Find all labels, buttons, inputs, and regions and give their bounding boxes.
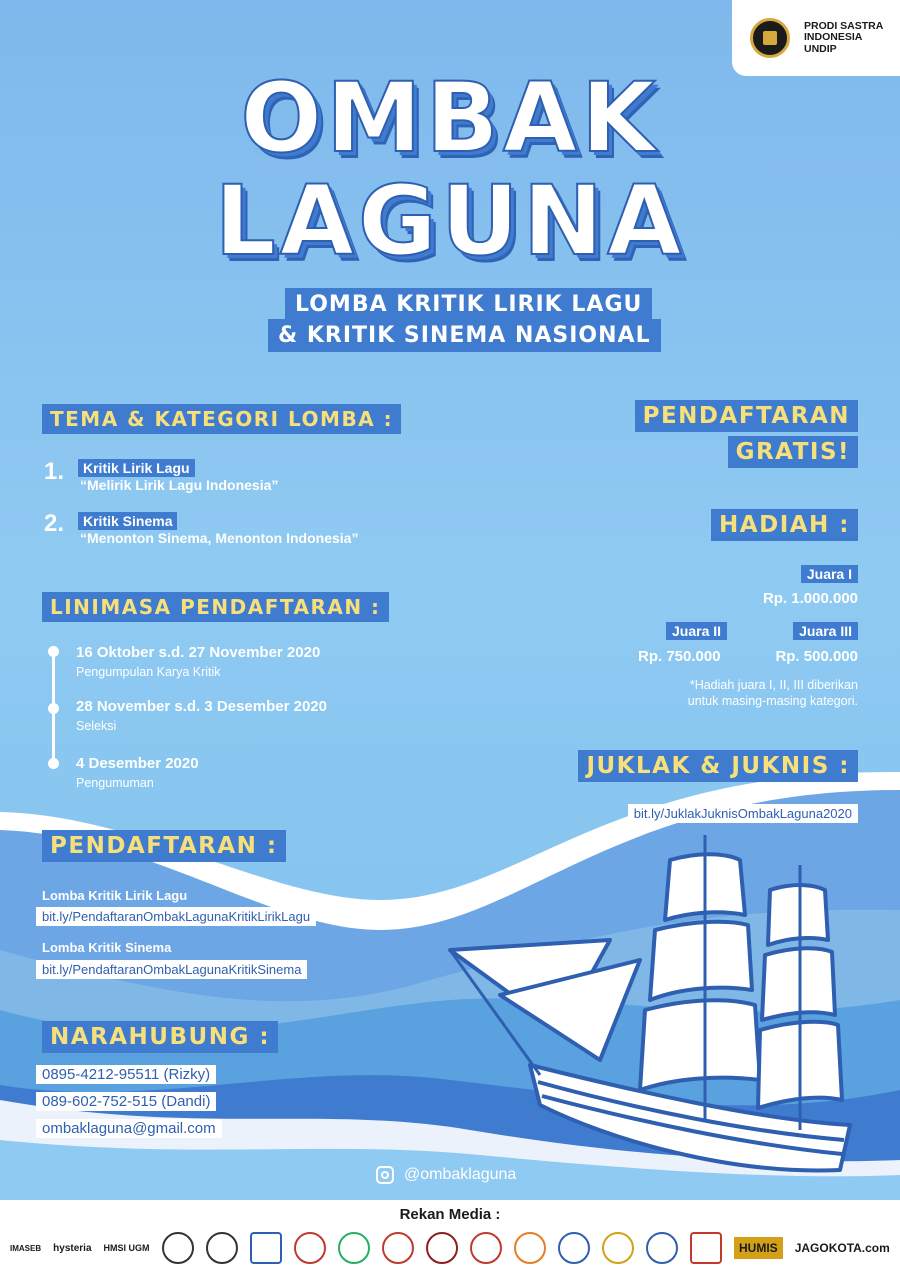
sailing-ship-illustration — [430, 820, 870, 1180]
free-registration-line-1: PENDAFTARAN — [635, 400, 858, 432]
timeline-date: 16 Oktober s.d. 27 November 2020 — [76, 644, 321, 661]
prize-third-amount: Rp. 500.000 — [775, 648, 858, 665]
timeline-header: LINIMASA PENDAFTARAN : — [42, 592, 389, 622]
category-theme: “Melirik Lirik Lagu Indonesia” — [80, 477, 279, 493]
registration-label: Lomba Kritik Sinema — [42, 940, 172, 955]
title-line-1: OMBAK — [240, 62, 660, 174]
partner-logo-jagokota: JAGOKOTA.com — [794, 1241, 890, 1255]
partner-logo-icon — [690, 1232, 722, 1264]
timeline-date: 28 November s.d. 3 Desember 2020 — [76, 698, 327, 715]
category-number: 1. — [44, 458, 65, 485]
instagram-icon — [376, 1166, 394, 1184]
prizes-header: HADIAH : — [711, 509, 858, 541]
prize-note — [688, 677, 858, 709]
registration-label: Lomba Kritik Lirik Lagu — [42, 888, 188, 903]
instagram-handle[interactable] — [376, 1166, 516, 1184]
category-name: Kritik Sinema — [78, 512, 177, 530]
media-partners-title: Rekan Media : — [399, 1206, 501, 1223]
partner-logo-icon — [558, 1232, 590, 1264]
media-partners-footer — [0, 1200, 900, 1273]
category-name: Kritik Lirik Lagu — [78, 459, 195, 477]
category-theme: “Menonton Sinema, Menonton Indonesia” — [80, 530, 359, 546]
partner-logo-humis: HUMIS — [734, 1237, 783, 1259]
registration-header: PENDAFTARAN : — [42, 830, 286, 862]
partner-logo-icon — [470, 1232, 502, 1264]
contact-email[interactable]: ombaklaguna@gmail.com — [36, 1119, 222, 1138]
media-partner-logos — [10, 1228, 890, 1268]
prize-third-label: Juara III — [793, 622, 858, 640]
partner-logo-icon — [646, 1232, 678, 1264]
timeline-note: Pengumuman — [76, 776, 154, 790]
partner-logo-icon — [294, 1232, 326, 1264]
registration-link-cinema[interactable]: bit.ly/PendaftaranOmbakLagunaKritikSinema — [36, 960, 307, 979]
contact-header: NARAHUBUNG : — [42, 1021, 278, 1053]
subtitle-line-1: LOMBA KRITIK LIRIK LAGU — [285, 288, 652, 321]
categories-header: TEMA & KATEGORI LOMBA : — [42, 404, 401, 434]
timeline-dot — [48, 758, 59, 769]
undip-logo-icon — [750, 18, 790, 58]
prize-second-label: Juara II — [666, 622, 727, 640]
timeline-note: Pengumpulan Karya Kritik — [76, 665, 221, 679]
title-line-2: LAGUNA — [214, 165, 686, 277]
free-registration-line-2: GRATIS! — [728, 436, 858, 468]
prize-first-label: Juara I — [801, 565, 858, 583]
instagram-text: @ombaklaguna — [404, 1166, 517, 1183]
registration-link-lyrics[interactable]: bit.ly/PendaftaranOmbakLagunaKritikLirikLagu — [36, 907, 316, 926]
category-number: 2. — [44, 510, 65, 537]
prize-second-amount: Rp. 750.000 — [638, 648, 721, 665]
contact-phone-dandi[interactable]: 089-602-752-515 (Dandi) — [36, 1092, 216, 1111]
partner-logo-imaseb: IMASEB — [10, 1243, 42, 1253]
partner-logo-icon — [206, 1232, 238, 1264]
partner-logo-icon — [382, 1232, 414, 1264]
timeline-date: 4 Desember 2020 — [76, 755, 199, 772]
subtitle-line-2: & KRITIK SINEMA NASIONAL — [268, 319, 661, 352]
partner-logo-icon — [602, 1232, 634, 1264]
partner-logo-icon — [162, 1232, 194, 1264]
prize-first-amount: Rp. 1.000.000 — [762, 590, 858, 607]
guidelines-link[interactable]: bit.ly/JuklakJuknisOmbakLaguna2020 — [628, 804, 858, 823]
partner-logo-icon — [250, 1232, 282, 1264]
prize-note-line-1: *Hadiah juara I, II, III diberikan — [689, 678, 858, 692]
prize-note-line-2: untuk masing-masing kategori. — [687, 694, 858, 708]
guidelines-header: JUKLAK & JUKNIS : — [578, 750, 858, 782]
timeline-dot — [48, 703, 59, 714]
timeline-note: Seleksi — [76, 719, 117, 733]
timeline-dot — [48, 646, 59, 657]
partner-logo-icon — [514, 1232, 546, 1264]
badge-text: PRODI SASTRA INDONESIA UNDIP — [804, 19, 883, 55]
partner-logo-icon — [338, 1232, 370, 1264]
partner-logo-hmsi-ugm: HMSI UGM — [103, 1243, 150, 1253]
contact-phone-rizky[interactable]: 0895-4212-95511 (Rizky) — [36, 1065, 216, 1084]
partner-logo-hysteria: hysteria — [53, 1242, 92, 1254]
partner-logo-icon — [426, 1232, 458, 1264]
